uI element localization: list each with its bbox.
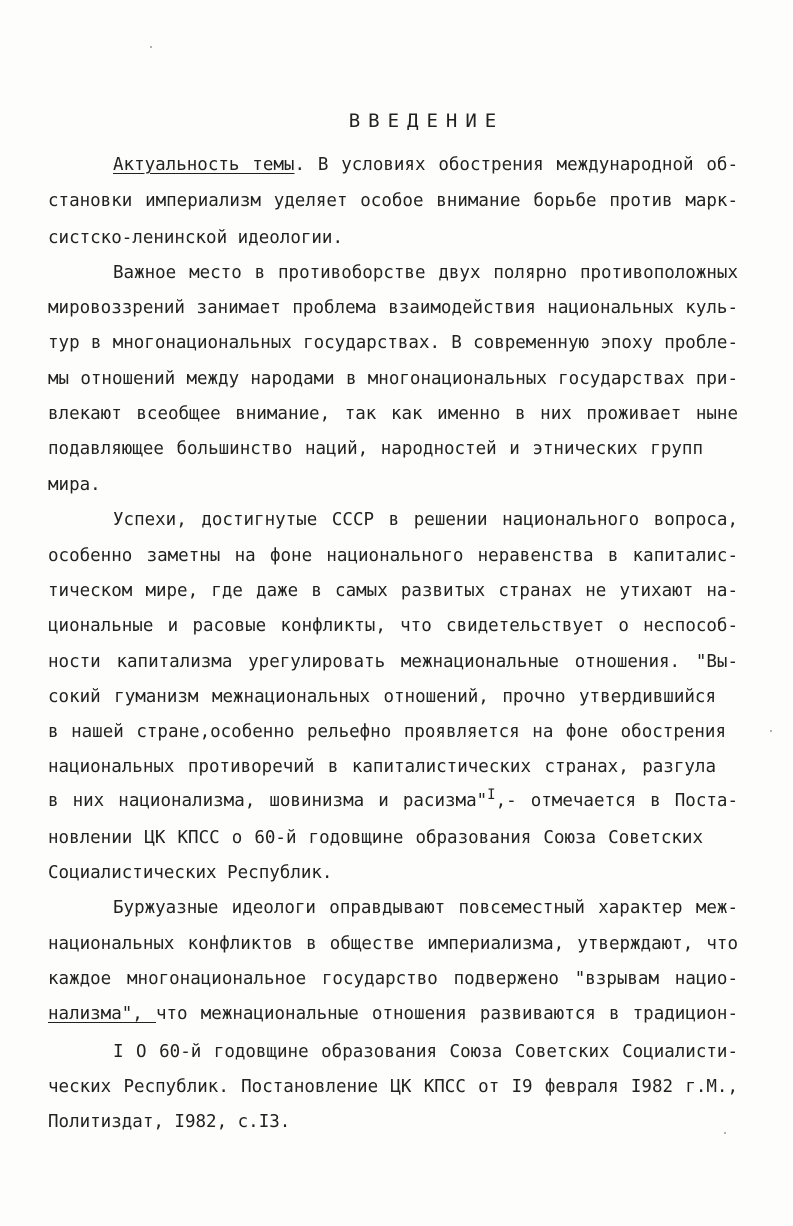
footnote-line: Политиздат, I982, с.I3. [48, 1112, 291, 1132]
text-line: влекают всеобщее внимание, так как именно в них проживает ныне [48, 404, 738, 424]
text-line: особенно заметны на фоне национального неравенства в капиталис- [48, 546, 738, 566]
page-title: ВВЕДЕНИЕ [348, 110, 505, 132]
text-line: в них национализма, шовинизма и расизма"$^I$,- отмечается в Поста- [48, 787, 738, 811]
footnote-marker: I [487, 787, 496, 803]
text-line: сокий гуманизм межнациональных отношений, прочно утвердившийся [48, 687, 716, 707]
text-line: подавляющее большинство наций, народностей и этнических групп [48, 439, 703, 459]
underlined-phrase: Актуальность темы [113, 155, 295, 175]
text-line: Социалистических Республик. [48, 863, 333, 883]
text-line: Буржуазные идеологи оправдывают повсеместный характер меж- [113, 898, 738, 918]
text-line: мировоззрений занимает проблема взаимодействия национальных куль- [48, 298, 738, 318]
text-line: ности капитализма урегулировать межнациональные отношения. "Вы- [48, 652, 738, 672]
text-line: Успехи, достигнутые СССР в решении национального вопроса, [113, 510, 738, 530]
text-line: нализма", что межнациональные отношения развиваются в традицион- [48, 1004, 738, 1024]
underlined-phrase: нализма", [48, 1004, 156, 1024]
scan-speck [724, 1132, 726, 1134]
text-line: систско-ленинской идеологии. [48, 228, 344, 248]
text-line: каждое многонациональное государство подвержено "взрывам нацио- [48, 969, 738, 989]
scan-speck [150, 46, 152, 48]
text-line: Актуальность темы. В условиях обострения международной об- [113, 155, 738, 175]
footnote-line: ческих Республик. Постановление ЦК КПСС от I9 февраля I982 г.М., [48, 1077, 738, 1097]
text-line: тур в многонациональных государствах. В современную эпоху пробле- [48, 333, 738, 353]
text-line: новлении ЦК КПСС о 60-й годовщине образования Союза Советских [48, 828, 703, 848]
text-line: Важное место в противоборстве двух полярно противоположных [113, 263, 738, 283]
footnote-line: I О 60-й годовщине образования Союза Советских Социалисти- [113, 1042, 738, 1062]
text-line: в нашей стране,особенно рельефно проявляется на фоне обострения [48, 722, 726, 742]
text-line: мира. [48, 475, 101, 495]
scan-speck [770, 730, 772, 732]
text-line: тическом мире, где даже в самых развитых странах не утихают на- [48, 581, 738, 601]
text-line: национальных конфликтов в обществе империализма, утверждают, что [48, 934, 738, 954]
text-line: циональные и расовые конфликты, что свидетельствует о неспособ- [48, 616, 738, 636]
text-line: национальных противоречий в капиталистических странах, разгула [48, 757, 716, 777]
text-line: мы отношений между народами в многонациональных государствах при- [48, 369, 738, 389]
text-line: становки империализм уделяет особое внимание борьбе против марк- [48, 191, 738, 211]
